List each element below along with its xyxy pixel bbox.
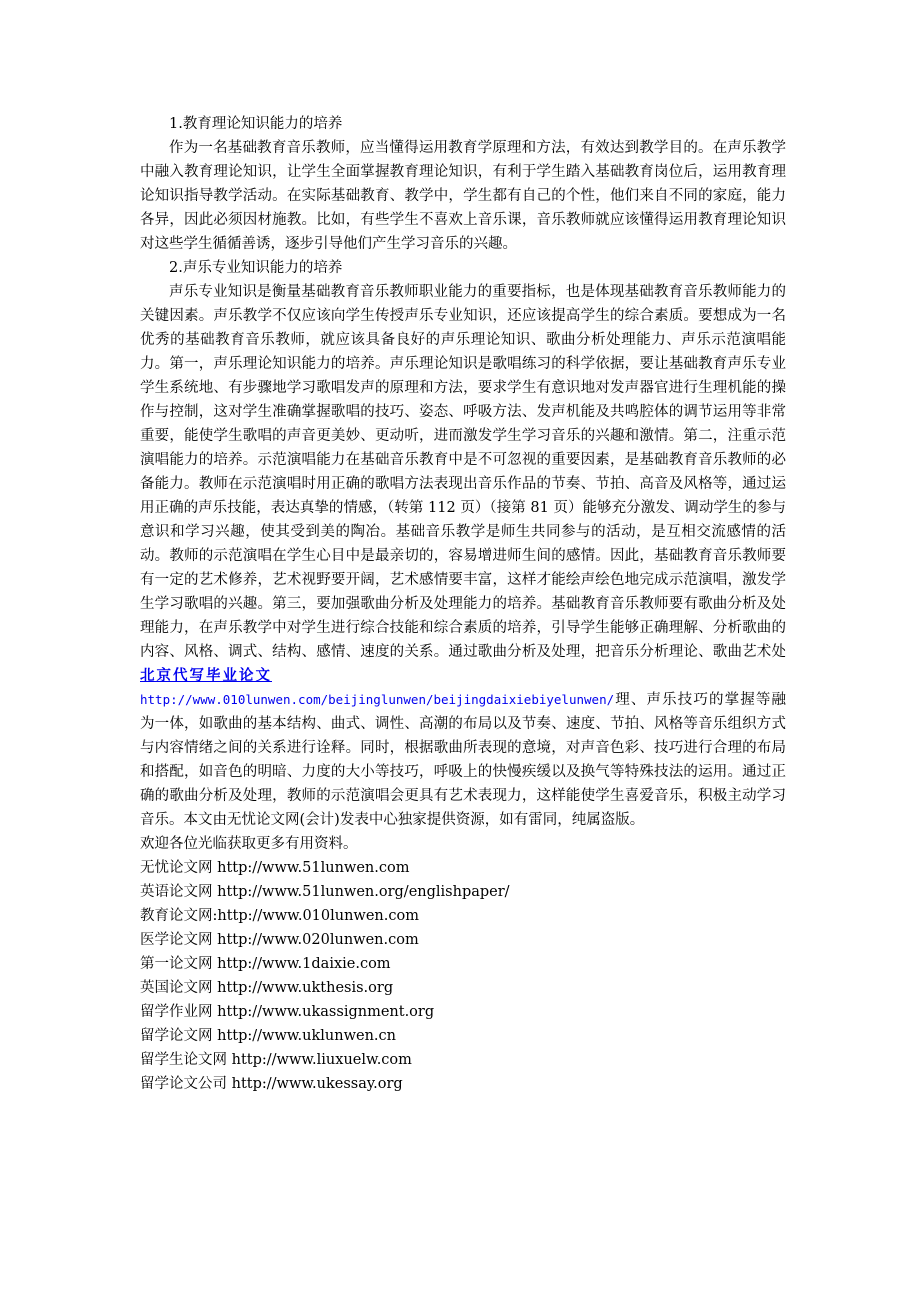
site-label: 教育论文网:	[140, 908, 218, 924]
list-item	[140, 952, 786, 976]
site-label: 英语论文网	[140, 884, 218, 900]
site-label: 第一论文网	[140, 956, 218, 972]
document-body	[140, 112, 786, 1096]
welcome-line: 欢迎各位光临获取更多有用资料。	[140, 836, 358, 852]
site-label: 医学论文网	[140, 932, 218, 948]
section-1-heading: 1.教育理论知识能力的培养	[169, 116, 343, 132]
link-list	[140, 856, 786, 1096]
list-item	[140, 1024, 786, 1048]
list-item	[140, 1048, 786, 1072]
list-item	[140, 904, 786, 928]
site-label: 留学生论文网	[140, 1052, 232, 1068]
site-url[interactable]: http://www.020lunwen.com	[217, 932, 419, 948]
site-label: 英国论文网	[140, 980, 218, 996]
section-2-text-before-link: 声乐专业知识是衡量基础教育音乐教师职业能力的重要指标，也是体现基础教育音乐教师能力的关键因素。声乐教学不仅应该向学生传授声乐专业知识，还应该提高学生的综合素质。要想成为一名优秀的基础教育音乐教师，就应该具备良好的声乐理论知识、歌曲分析处理能力、声乐示范演唱能力。第一，声乐理论知识能力的培养。声乐理论知识是歌唱练习的科学依据，要让基础教育声乐专业学生系统地、有步骤地学习歌唱发声的原理和方法，要求学生有意识地对发声器官进行生理机能的操作与控制，这对学生准确掌握歌唱的技巧、姿态、呼吸方法、发声机能及共鸣腔体的调节运用等非常重要，能使学生歌唱的声音更美妙、更动听，进而激发学生学习音乐的兴趣和激情。第二，注重示范演唱能力的培养。示范演唱能力在基础音乐教育中是不可忽视的重要因素，是基础教育音乐教师的必备能力。教师在示范演唱时用正确的歌唱方法表现出音乐作品的节奏、节拍、高音及风格等，通过运用正确的声乐技能，表达真挚的情感，（转第 112 页）（接第 81 页）能够充分激发、调动学生的参与意识和学习兴趣，使其受到美的陶冶。基础音乐教学是师生共同参与的活动，是互相交流感情的活动。教师的示范演唱在学生心目中是最亲切的，容易增进师生间的感情。因此，基础教育音乐教师要有一定的艺术修养，艺术视野要开阔，艺术感情要丰富，这样才能绘声绘色地完成示范演唱，激发学生学习歌唱的兴趣。第三，要加强歌曲分析及处理能力的培养。基础教育音乐教师要有歌曲分析及处理能力，在声乐教学中对学生进行综合技能和综合素质的培养，引导学生能够正确理解、分析歌曲的内容、风格、调式、结构、感情、速度的关系。通过歌曲分析及处理，把音乐分析理论、歌曲艺术处	[140, 284, 786, 660]
site-url[interactable]: http://www.uklunwen.cn	[217, 1028, 397, 1044]
site-url[interactable]: http://www.51lunwen.com	[217, 860, 410, 876]
site-url[interactable]: http://www.010lunwen.com	[217, 908, 419, 924]
site-url[interactable]: http://www.liuxuelw.com	[231, 1052, 412, 1068]
site-label: 无忧论文网	[140, 860, 218, 876]
section-2-heading: 2.声乐专业知识能力的培养	[169, 260, 343, 276]
list-item	[140, 928, 786, 952]
list-item	[140, 856, 786, 880]
list-item	[140, 976, 786, 1000]
section-2-paragraph	[140, 280, 786, 832]
list-item	[140, 880, 786, 904]
site-url[interactable]: http://www.51lunwen.org/englishpaper/	[217, 884, 510, 900]
beijing-thesis-url[interactable]: http://www.010lunwen.com/beijinglunwen/beijingdaixiebiyelunwen/	[140, 692, 615, 707]
section-1-paragraph: 作为一名基础教育音乐教师，应当懂得运用教育学原理和方法，有效达到教学目的。在声乐教学中融入教育理论知识，让学生全面掌握教育理论知识，有利于学生踏入基础教育岗位后，运用教育理论知识指导教学活动。在实际基础教育、教学中，学生都有自己的个性，他们来自不同的家庭，能力各异，因此必须因材施教。比如，有些学生不喜欢上音乐课，音乐教师就应该懂得运用教育理论知识对这些学生循循善诱，逐步引导他们产生学习音乐的兴趣。	[140, 140, 786, 252]
site-url[interactable]: http://www.ukthesis.org	[217, 980, 394, 996]
site-url[interactable]: http://www.ukassignment.org	[217, 1004, 435, 1020]
list-item	[140, 1000, 786, 1024]
beijing-thesis-link[interactable]: 北京代写毕业论文	[140, 667, 272, 684]
site-url[interactable]: http://www.1daixie.com	[217, 956, 391, 972]
section-2-text-after-link: 理、声乐技巧的掌握等融为一体，如歌曲的基本结构、曲式、调性、高潮的布局以及节奏、速度、节拍、风格等音乐组织方式与内容情绪之间的关系进行诠释。同时，根据歌曲所表现的意境，对声音色彩、技巧进行合理的布局和搭配，如音色的明暗、力度的大小等技巧，呼吸上的快慢疾缓以及换气等特殊技法的运用。通过正确的歌曲分析及处理，教师的示范演唱会更具有艺术表现力，这样能使学生喜爱音乐，积极主动学习音乐。本文由无忧论文网(会计)发表中心独家提供资源，如有雷同，纯属盗版。	[140, 692, 786, 828]
site-label: 留学论文公司	[140, 1076, 232, 1092]
site-url[interactable]: http://www.ukessay.org	[231, 1076, 403, 1092]
site-label: 留学论文网	[140, 1028, 218, 1044]
list-item	[140, 1072, 786, 1096]
site-label: 留学作业网	[140, 1004, 218, 1020]
